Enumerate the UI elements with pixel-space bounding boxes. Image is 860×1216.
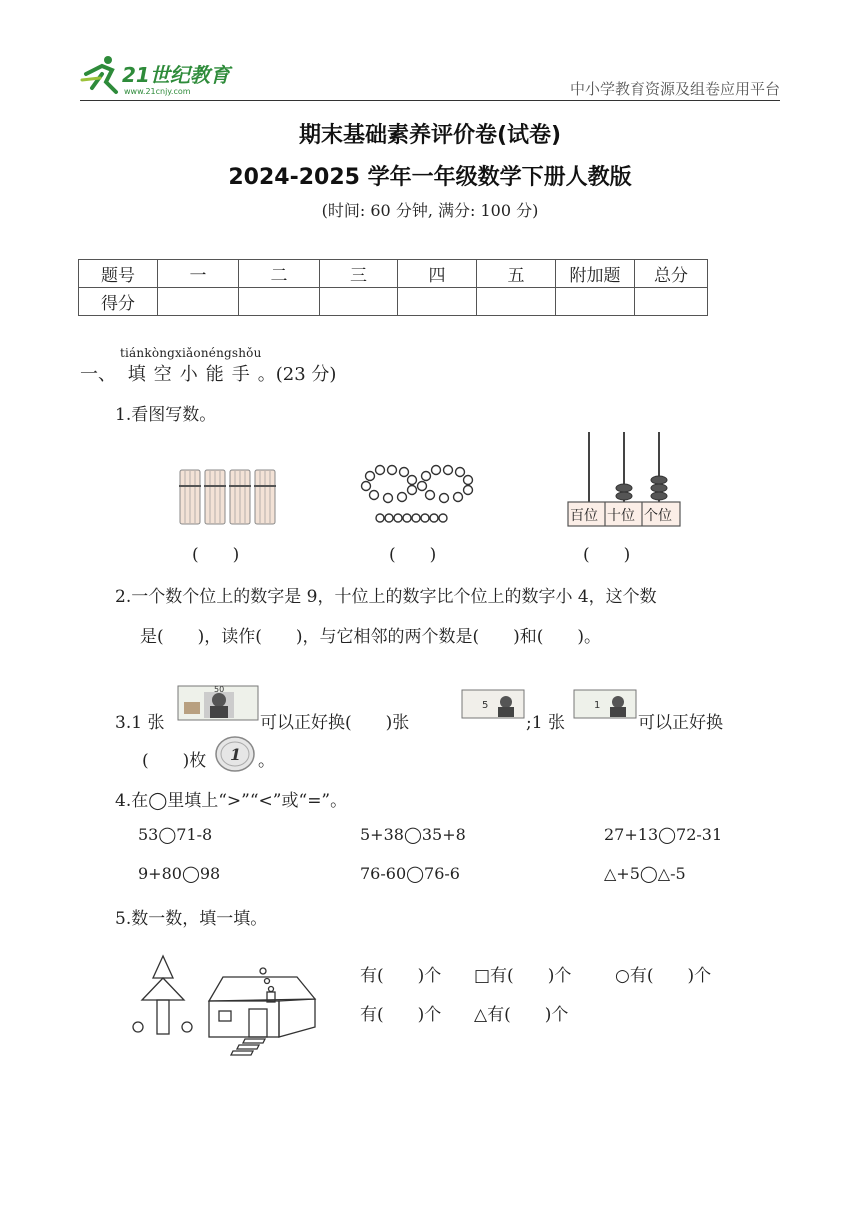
question-3-line2-blank[interactable]: ( )枚	[142, 751, 207, 771]
logo-url: www.21cnjy.com	[124, 87, 191, 96]
score-cell[interactable]	[239, 288, 320, 316]
table-header-cell: 附加题	[556, 260, 635, 288]
answer-blank[interactable]: ( )	[389, 545, 437, 565]
question-3-part3: ;1 张	[526, 713, 565, 733]
abacus-label: 十位	[607, 508, 635, 524]
stick-bundles-image	[178, 468, 278, 526]
table-header-cell: 二	[239, 260, 320, 288]
score-table	[78, 259, 708, 316]
table-header-cell: 三	[320, 260, 398, 288]
answer-blank[interactable]: ( )	[583, 545, 631, 565]
count-blank-square[interactable]: □有( )个	[474, 966, 572, 986]
compare-item[interactable]: 5+38◯35+8	[360, 825, 466, 844]
score-cell[interactable]	[477, 288, 556, 316]
banknote-value: 50	[214, 685, 225, 694]
stick-bundle-icon	[180, 470, 275, 524]
exam-title: 期末基础素养评价卷(试卷)	[298, 123, 562, 148]
banknote-1-icon	[574, 690, 636, 718]
exam-subject: 2024-2025 学年一年级数学下册人教版	[228, 165, 632, 190]
count-blank[interactable]: 有( )个	[360, 966, 442, 986]
compare-item[interactable]: 53◯71-8	[138, 825, 213, 844]
table-header-cell: 五	[477, 260, 556, 288]
header-divider	[80, 100, 780, 101]
count-blank-circle[interactable]: ○有( )个	[615, 966, 712, 986]
coin-1-yuan-icon	[214, 736, 256, 772]
runner-icon	[82, 56, 116, 92]
compare-item[interactable]: 27+13◯72-31	[604, 825, 723, 844]
table-header-cell: 四	[398, 260, 477, 288]
abacus-label: 个位	[644, 508, 672, 524]
21cnjy-logo	[80, 52, 280, 100]
question-2-line2: 是( )，读作( )，与它相邻的两个数是( )和( )。	[140, 627, 602, 647]
question-4-text: 4.在◯里填上“>”“<”或“=”。	[115, 791, 348, 811]
section-title: 填空小能手	[127, 364, 258, 385]
section-heading	[80, 360, 336, 386]
table-header-cell: 总分	[635, 260, 708, 288]
score-table-score-row	[79, 288, 708, 316]
abacus-label: 百位	[570, 508, 598, 524]
answer-blank[interactable]: ( )	[192, 545, 240, 565]
banknote-5-icon	[462, 690, 524, 718]
table-header-cell: 题号	[79, 260, 158, 288]
table-row-label: 得分	[79, 288, 158, 316]
score-cell[interactable]	[635, 288, 708, 316]
banknote-50-icon	[178, 686, 258, 720]
score-table-header-row	[79, 260, 708, 288]
question-1-text: 1.看图写数。	[115, 405, 217, 425]
section-points: 。(23 分)	[257, 364, 337, 385]
count-blank[interactable]: 有( )个	[360, 1005, 442, 1025]
logo-text: 21世纪教育	[122, 63, 230, 87]
compare-item[interactable]: △+5◯△-5	[604, 864, 686, 883]
table-header-cell: 一	[158, 260, 239, 288]
score-cell[interactable]	[158, 288, 239, 316]
coin-value: 1	[230, 745, 242, 764]
compare-item[interactable]: 9+80◯98	[138, 864, 221, 883]
banknote-value: 5	[482, 700, 489, 711]
question-3-part4: 可以正好换	[638, 713, 723, 733]
abacus-image	[565, 430, 685, 528]
question-3-part1: 3.1 张	[115, 713, 165, 733]
platform-text: 中小学教育资源及组卷应用平台	[569, 80, 780, 98]
section-pinyin: tiánkòngxiǎonéngshǒu	[120, 346, 262, 360]
count-blank-triangle[interactable]: △有( )个	[474, 1005, 569, 1025]
question-3-line2-end: 。	[258, 751, 275, 771]
question-2-line1: 2.一个数个位上的数字是 9，十位上的数字比个位上的数字小 4，这个数	[115, 587, 657, 607]
question-3-part2: 可以正好换( )张	[260, 713, 410, 733]
bead-groups-image	[360, 466, 478, 526]
exam-time-info: (时间: 60 分钟, 满分: 100 分)	[321, 201, 539, 220]
shapes-house-figure	[205, 965, 320, 1061]
question-5-text: 5.数一数，填一填。	[115, 909, 268, 929]
compare-item[interactable]: 76-60◯76-6	[360, 864, 460, 883]
score-cell[interactable]	[320, 288, 398, 316]
section-number: 一、	[80, 364, 116, 385]
score-cell[interactable]	[556, 288, 635, 316]
banknote-value: 1	[594, 700, 601, 711]
score-cell[interactable]	[398, 288, 477, 316]
shapes-tree-figure	[128, 954, 198, 1036]
